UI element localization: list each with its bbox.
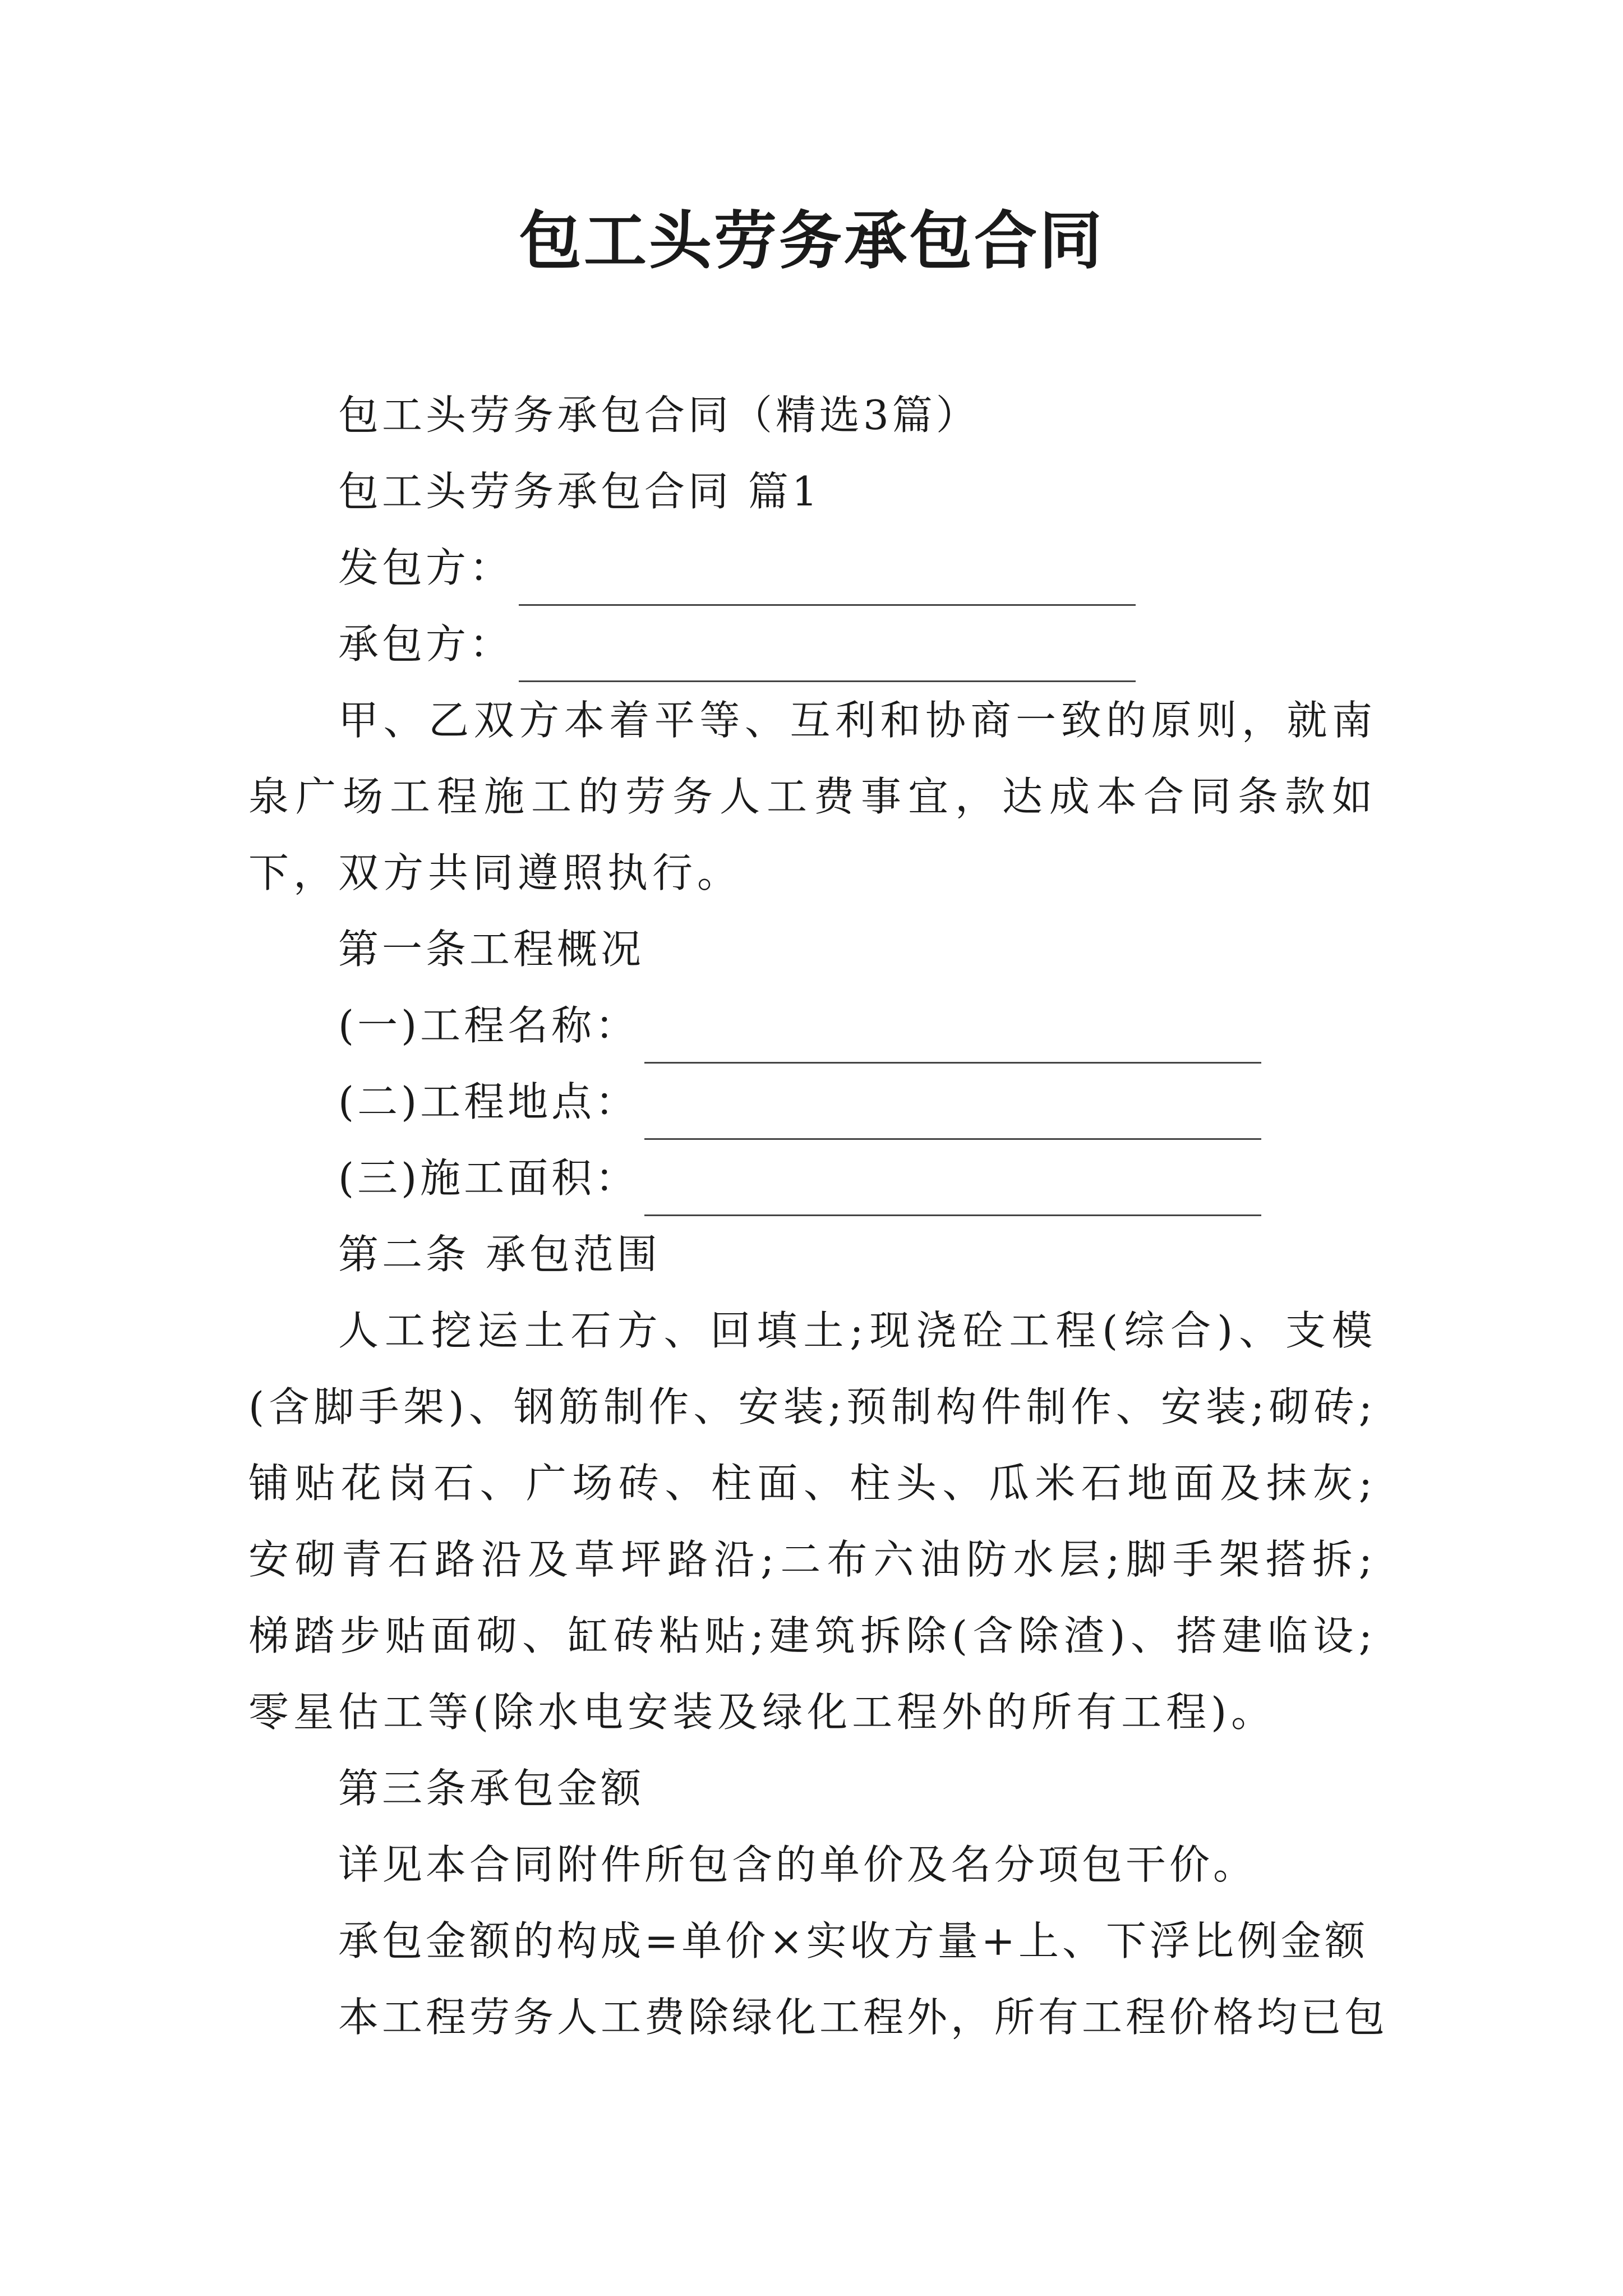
party-b-blank bbox=[519, 641, 1136, 682]
party-a-label: 发包方： bbox=[338, 544, 514, 591]
project-name-field bbox=[248, 987, 1377, 1064]
article-3-line-2: 承包金额的构成=单价×实收方量+上、下浮比例金额 bbox=[338, 1917, 1368, 1964]
section-heading: 包工头劳务承包合同 篇1 bbox=[338, 468, 821, 515]
document-title: 包工头劳务承包合同 bbox=[519, 204, 1104, 278]
intro-paragraph: 甲、乙双方本着平等、互利和协商一致的原则，就南泉广场工程施工的劳务人工费事宜，达成本合同条款如下，双方共同遵照执行。 bbox=[248, 697, 1377, 896]
project-name-blank bbox=[644, 1023, 1261, 1064]
party-b-label: 承包方： bbox=[338, 620, 514, 668]
project-location-label: (二)工程地点： bbox=[338, 1078, 639, 1125]
construction-area-field bbox=[248, 1140, 1377, 1216]
construction-area-blank bbox=[644, 1175, 1261, 1216]
project-location-blank bbox=[644, 1099, 1261, 1140]
article-2-body: 人工挖运土石方、回填土;现浇砼工程(综合)、支模(含脚手架)、钢筋制作、安装;预制构件制作、安装;砌砖;铺贴花岗石、广场砖、柱面、柱头、瓜米石地面及抹灰;安砌青石路沿及草坪路沿;二布六油防水层;脚手架搭拆;梯踏步贴面砌、缸砖粘贴;建筑拆除(含除渣)、搭建临设;零星估工等(除水电安装及绿化工程外的所有工程)。 bbox=[248, 1307, 1377, 1736]
document-body bbox=[248, 377, 1389, 2055]
article-3-heading: 第三条承包金额 bbox=[338, 1765, 645, 1812]
article-1-heading: 第一条工程概况 bbox=[338, 926, 645, 973]
party-a-blank bbox=[519, 565, 1136, 606]
construction-area-label: (三)施工面积： bbox=[338, 1154, 639, 1202]
article-2-heading: 第二条 承包范围 bbox=[338, 1231, 661, 1278]
article-3-line-1: 详见本合同附件所包含的单价及名分项包干价。 bbox=[338, 1841, 1257, 1888]
subtitle: 包工头劳务承包合同（精选3篇） bbox=[338, 392, 980, 439]
article-3-line-3: 本工程劳务人工费除绿化工程外，所有工程价格均已包 bbox=[338, 1994, 1389, 2041]
project-name-label: (一)工程名称： bbox=[338, 1002, 639, 1049]
project-location-field bbox=[248, 1064, 1377, 1140]
party-a-field bbox=[248, 530, 1377, 606]
party-b-field bbox=[248, 606, 1377, 682]
